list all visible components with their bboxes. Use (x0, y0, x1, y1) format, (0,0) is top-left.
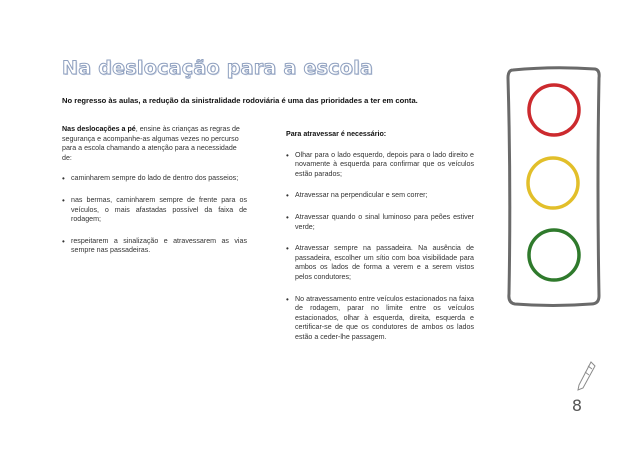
bullet-icon: • (62, 236, 65, 246)
page-number: 8 (571, 396, 583, 415)
list-item-text: Atravessar quando o sinal luminoso para peões estiver verde; (295, 212, 474, 231)
bullet-icon: • (286, 150, 289, 160)
lead-bold-text: Nas deslocações a pé (62, 125, 136, 133)
list-item (62, 196, 247, 225)
list-item-text: Atravessar sempre na passadeira. Na ausência de passadeira, escolher um sítio com boa visibilidade para ambos os lados de forma a verem e a serem vistos pelos condutores; (295, 244, 474, 281)
list-item (286, 295, 474, 343)
list-item-text: nas bermas, caminharem sempre de frente para os veículos, o mais afastadas possível da faixa de rodagem; (71, 195, 247, 224)
bullet-icon: • (286, 244, 289, 254)
right-bullet-list (286, 151, 474, 343)
left-column (62, 125, 247, 268)
list-item (286, 244, 474, 282)
list-item (286, 213, 474, 232)
green-light (529, 230, 579, 280)
intro-text: No regresso às aulas, a redução da sinistralidade rodoviária é uma das prioridades a ter em conta. (62, 96, 418, 105)
list-item-text: respeitarem a sinalização e atravessarem as vias sempre nas passadeiras. (71, 236, 247, 255)
list-item (62, 174, 247, 184)
red-light (529, 85, 579, 135)
list-item-text: Olhar para o lado esquerdo, depois para o lado direito e novamente à esquerda para confirmar que os veículos estão parados; (295, 150, 474, 178)
list-item (62, 237, 247, 256)
right-column-heading: Para atravessar é necessário: (286, 130, 387, 138)
bullet-icon: • (62, 195, 65, 205)
page-title: Na deslocação para a escola (62, 57, 374, 79)
list-item (286, 191, 474, 201)
traffic-light-frame (508, 68, 599, 306)
bullet-icon: • (286, 191, 289, 201)
bullet-icon: • (286, 212, 289, 222)
left-lead-paragraph (62, 125, 247, 163)
yellow-light (528, 158, 578, 208)
right-column (286, 130, 474, 355)
list-item-text: Atravessar na perpendicular e sem correr; (295, 191, 428, 200)
lead-rest-text: , ensine às crianças as regras de segurança e acompanhe-as algumas vezes no percurso para a escola chamando a atenção para a necessidade de: (62, 125, 240, 162)
bullet-icon: • (286, 294, 289, 304)
list-item-text: No atravessamento entre veículos estacionados na faixa de rodagem, parar no limite entre os veículos estacionados, olhar à esquerda, direita, esquerda e certificar-se de que os condutores de ambos os lados estão a ceder-lhe passagem. (295, 294, 474, 341)
list-item (286, 151, 474, 180)
bullet-icon: • (62, 174, 65, 184)
list-item-text: caminharem sempre do lado de dentro dos passeios; (71, 174, 239, 183)
traffic-light-illustration (505, 64, 603, 309)
left-bullet-list (62, 174, 247, 256)
